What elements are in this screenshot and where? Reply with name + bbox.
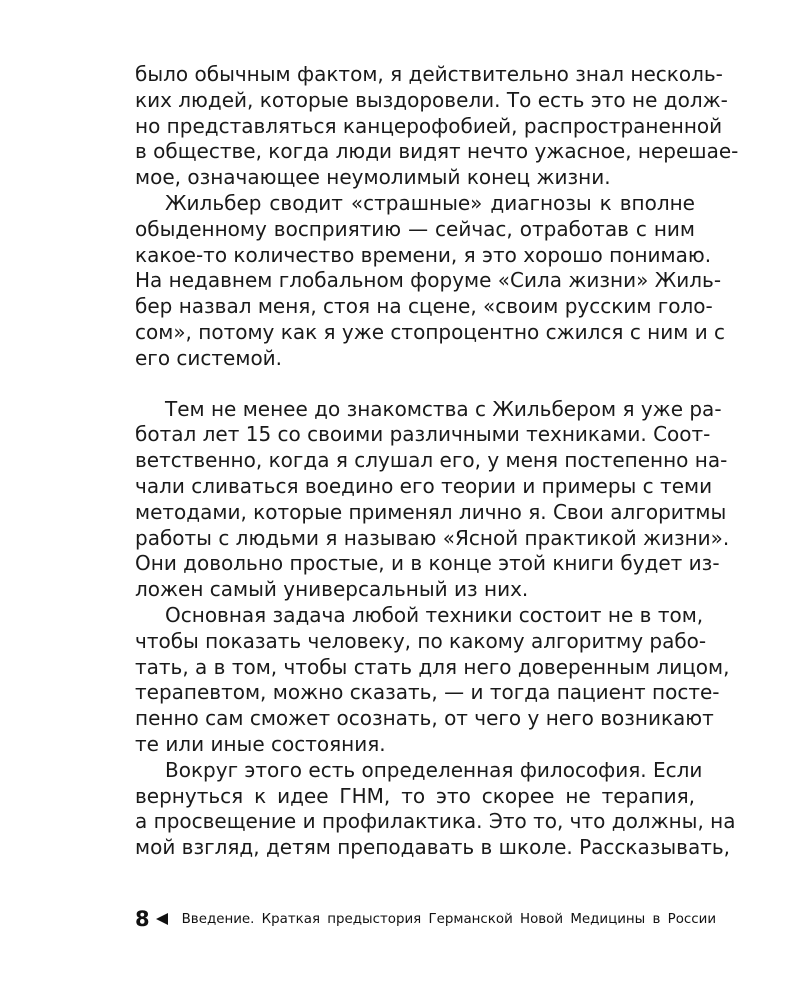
text-line: чтобы показать человеку, по какому алгоритму рабо-: [135, 628, 707, 653]
paragraph-4: [135, 602, 730, 758]
page-number: 8: [135, 907, 150, 931]
text-line: какое-то количество времени, я это хорошо понимаю.: [135, 242, 712, 267]
paragraph-1: [135, 62, 739, 191]
text-line: Вокруг этого есть определенная философия. Если: [165, 757, 703, 782]
text-line: пенно сам сможет осознать, от чего у него возникают: [135, 706, 714, 731]
text-line: На недавнем глобальном форуме «Сила жизни» Жиль-: [135, 268, 722, 293]
paragraph-3: [135, 396, 730, 603]
text-line: Жильбер сводит «страшные» диагнозы к вполне: [165, 190, 695, 215]
text-line: но представляться канцерофобией, распространенной: [135, 113, 723, 138]
text-line: тать, а в том, чтобы стать для него доверенным лицом,: [135, 654, 730, 679]
text-line: мое, означающее неумолимый конец жизни.: [135, 165, 611, 190]
text-line: ветственно, когда я слушал его, у меня постепенно на-: [135, 448, 728, 473]
text-line: Они довольно простые, и в конце этой книги будет из-: [135, 551, 720, 576]
text-line: его системой.: [135, 345, 283, 370]
page-body: [135, 62, 739, 861]
text-line: Основная задача любой техники состоит не в том,: [165, 602, 704, 627]
text-line: ложен самый универсальный из них.: [135, 577, 529, 602]
text-line: чали сливаться воедино его теории и примеры с теми: [135, 473, 713, 498]
text-line: в обществе, когда люди видят нечто ужасное, нерешае-: [135, 139, 739, 164]
page-footer: [135, 906, 717, 932]
text-line: ботал лет 15 со своими различными техниками. Соот-: [135, 422, 711, 447]
paragraph-2: [135, 190, 726, 372]
text-line: Тем не менее до знакомства с Жильбером я уже ра-: [165, 396, 722, 421]
paragraph-5: [135, 757, 736, 861]
triangle-left-icon: [156, 913, 168, 925]
text-line: методами, которые применял лично я. Свои алгоритмы: [135, 499, 727, 524]
section-break: [135, 372, 695, 397]
text-line: мой взгляд, детям преподавать в школе. Рассказывать,: [135, 835, 731, 860]
text-line: бер назвал меня, стоя на сцене, «своим русским голо-: [135, 294, 713, 319]
text-line: было обычным фактом, я действительно знал несколь-: [135, 62, 723, 86]
text-line: те или иные состояния.: [135, 731, 386, 756]
text-line: а просвещение и профилактика. Это то, что должны, на: [135, 809, 736, 834]
text-line: вернуться к идее ГНМ, то это скорее не терапия,: [135, 783, 695, 808]
text-line: работы с людьми я называю «Ясной практикой жизни».: [135, 525, 730, 550]
text-line: терапевтом, можно сказать, — и тогда пациент посте-: [135, 680, 720, 705]
text-line: сом», потому как я уже стопроцентно сжился с ним и с: [135, 319, 726, 344]
text-line: ких людей, которые выздоровели. То есть это не долж-: [135, 87, 728, 112]
running-head: Введение. Краткая предыстория Германской Новой Медицины в России: [181, 911, 717, 927]
text-line: обыденному восприятию — сейчас, отработав с ним: [135, 216, 695, 241]
